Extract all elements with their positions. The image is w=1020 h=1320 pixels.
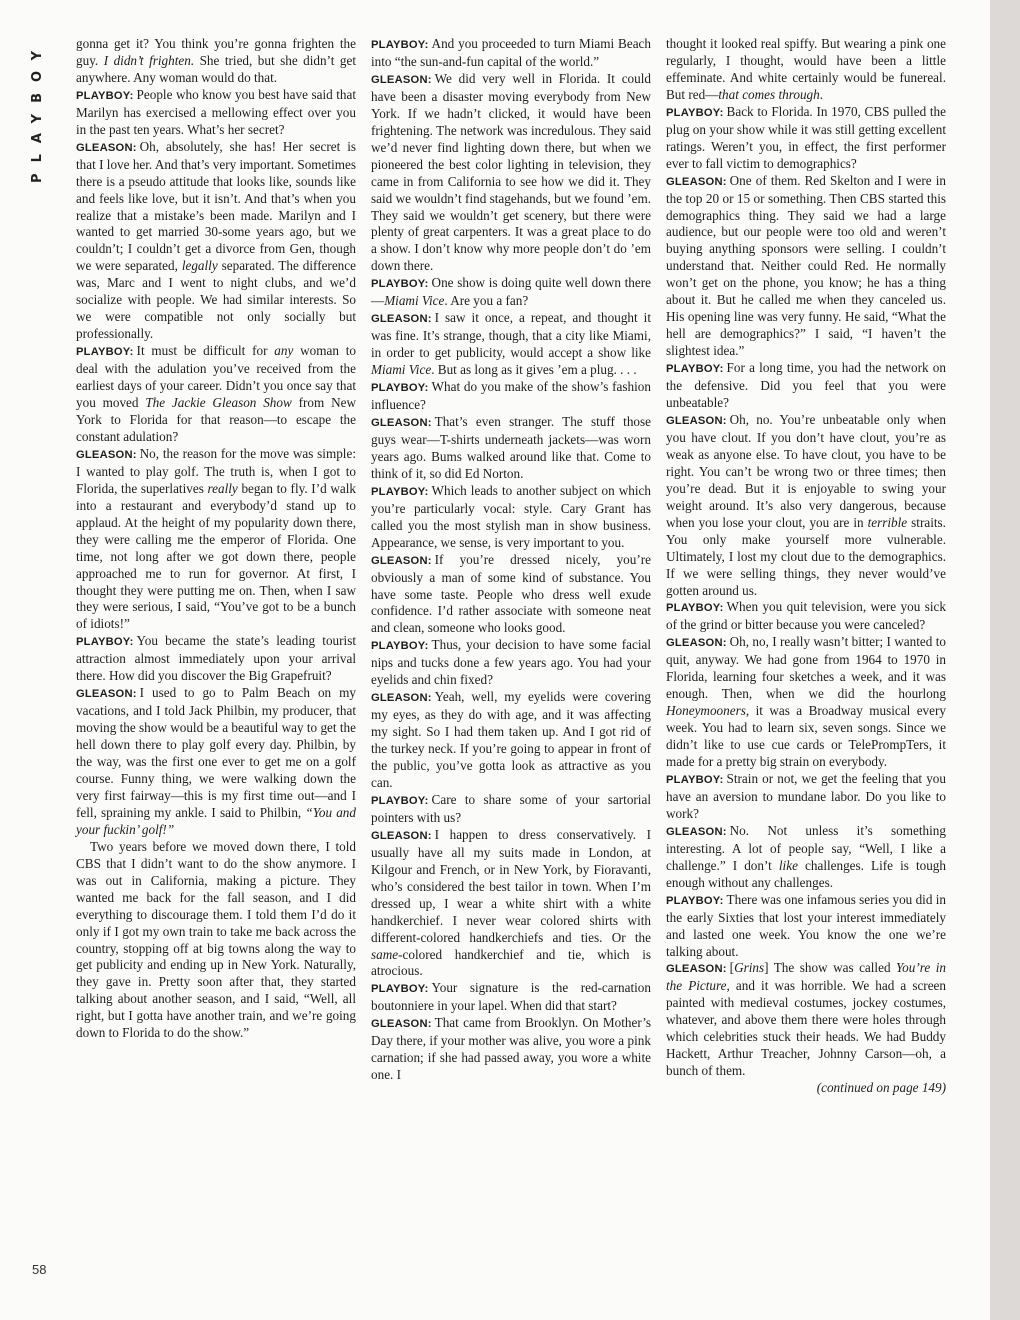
paragraph [76,87,356,139]
paragraph [371,275,651,310]
magazine-running-title: PLAYBOY [30,40,45,183]
speaker-label: GLEASON: [371,313,432,326]
speaker-label: PLAYBOY: [371,382,429,395]
paragraph [666,892,946,961]
paragraph-text: thought it looked real spiffy. But wearing a pink one regularly, I thought, would have been a little effeminate. And white certainly would be funereal. But red—that comes through. [666,36,946,102]
paragraph-text: Yeah, well, my eyelids were covering my eyes, as they do with age, and it was affecting my sight. So I had them taken up. And I got rid of the turkey neck. If you’re going to appear in front of the public, you’ve gotta look as attractive as you can. [371,689,651,790]
speaker-label: GLEASON: [666,963,727,976]
speaker-label: PLAYBOY: [371,640,429,653]
paragraph [371,36,651,71]
paragraph-text: If you’re dressed nicely, you’re obviously a man of some kind of substance. You have some taste. People who dress well exude confidence. I’d rather associate with someone neat and clean, someone who looks good. [371,551,651,636]
paragraph [371,71,651,275]
paragraph [666,104,946,173]
paragraph-text: One show is doing quite well down there—Miami Vice. Are you a fan? [371,275,651,309]
paragraph [371,827,651,981]
paragraph-text: Oh, no. You’re unbeatable only when you have clout. If you don’t have clout, you’re as weak as anyone else. To have clout, you have to be right. You can’t be wrong two or three times; then you’re dead. But it is enjoyable to swing your weight around. It’s also very dangerous, because when you lose your clout, you are in terrible straits. You only make yourself more vulnerable. Ultimately, I lost my clout due to the demographics. If we were selling things, they never would’ve gotten around us. [666,411,946,598]
text-column-3 [666,36,946,1097]
speaker-label: GLEASON: [371,829,432,842]
text-column-2 [371,36,651,1084]
speaker-label: PLAYBOY: [371,278,429,291]
paragraph-text: I happen to dress conservatively. I usually have all my suits made in London, at Kilgour and French, or in New York, by Fioravanti, who’s considered the best tailor in town. When I’m dressed up, I wear a white shirt with a white handkerchief. I never wear colored shirts with different-colored handkerchiefs and ties. Or the same-colored handkerchief and tie, which is atrocious. [371,826,651,979]
paragraph-text: And you proceeded to turn Miami Beach into “the sun-and-fun capital of the world.” [371,36,651,69]
paragraph [371,552,651,638]
paragraph [666,599,946,634]
paragraph-text: That’s even stranger. The stuff those guys wear—T-shirts underneath jackets—was worn years ago. Bums walked around like that. Come to think of it, so did Ed Norton. [371,413,651,481]
speaker-label: PLAYBOY: [76,346,134,359]
paragraph [76,36,356,87]
paragraph-text: We did very well in Florida. It could have been a disaster moving everybody from New York. If we hadn’t clicked, it would have been frightening. The network was incredulous. They said we’d never find lighting down there, but when we pioneered the best color lighting in television, they came in from California to see how we did it. They said we wouldn’t find stagehands, but we found ’em. They said we wouldn’t get scenery, but there were plenty of great carpenters. It was a great place to do a show. I don’t know why more people don’t do ’em down there. [371,70,651,274]
paragraph-text: That came from Brooklyn. On Mother’s Day there, if your mother was alive, you wore a pink carnation; if she had passed away, you wore a white one. I [371,1015,651,1083]
paragraph-text: Care to share some of your sartorial pointers with us? [371,791,651,825]
speaker-label: PLAYBOY: [371,983,429,996]
speaker-label: GLEASON: [371,416,432,429]
paragraph [371,980,651,1015]
paragraph-text: No. Not unless it’s something interesting. A lot of people say, “Well, I like a challenge.” I don’t like challenges. Life is tough enough without any challenges. [666,822,946,890]
paragraph-text: People who know you best have said that Marilyn has exercised a mellowing effect over you in the past ten years. What’s her secret? [76,86,356,137]
paragraph [76,685,356,839]
speaker-label: GLEASON: [666,175,727,188]
paragraph-text: One of them. Red Skelton and I were in the top 20 or 15 or something. Then CBS started this demographics thing. They said we had a large audience, but our people were too old and weren’t buying anything sponsors were selling. I couldn’t understand that. Neither could Red. He normally won’t get on the phone, you know; he has a thing about it. But he called me when they canceled us. His opening line was very funny. He said, “What the hell are demographics?” I said, “I haven’t the slightest idea.” [666,172,946,359]
paragraph-text: For a long time, you had the network on the defensive. Did you feel that you were unbeatable? [666,360,946,411]
paragraph [371,379,651,414]
speaker-label: PLAYBOY: [666,894,724,907]
speaker-label: PLAYBOY: [666,602,724,615]
speaker-label: GLEASON: [371,554,432,567]
speaker-label: GLEASON: [371,692,432,705]
paragraph [666,36,946,104]
paragraph-text: [Grins] The show was called You’re in the Picture, and it was horrible. We had a screen painted with medieval costumes, jockey costumes, whatever, and above them there were holes through which celebrities stuck their heads. We had Buddy Hackett, Arthur Treacher, Johnny Carson—oh, a bunch of them. [666,960,947,1079]
paragraph-text: gonna get it? You think you’re gonna frighten the guy. I didn’t frighten. She tried, but she didn’t get anywhere. Any woman would do that. [76,36,356,85]
paragraph-text: What do you make of the show’s fashion influence? [371,379,651,413]
paragraph [76,446,356,633]
speaker-label: GLEASON: [76,688,137,701]
paragraph [371,792,651,827]
speaker-label: GLEASON: [76,141,137,154]
speaker-label: PLAYBOY: [76,636,134,649]
paragraph [371,689,651,792]
speaker-label: PLAYBOY: [666,773,724,786]
paragraph-text: Thus, your decision to have some facial nips and tucks done a few years ago. You had your eyelids and chin fixed? [371,637,651,688]
paragraph [371,310,651,379]
paragraph-text: Back to Florida. In 1970, CBS pulled the plug on your show while it was still getting excellent ratings. Weren’t you, in effect, the first performer ever to fall victim to demographics? [666,103,946,171]
paragraph [371,483,651,552]
paragraph [371,637,651,689]
paragraph [666,412,946,599]
speaker-label: PLAYBOY: [371,485,429,498]
speaker-label: PLAYBOY: [76,89,134,102]
paragraph [371,1015,651,1084]
paragraph-text: You became the state’s leading tourist attraction almost immediately upon your arrival there. How did you discover the Big Grapefruit? [76,633,356,684]
speaker-label: PLAYBOY: [666,106,724,119]
paragraph-text: There was one infamous series you did in the early Sixties that lost your interest immediately and lasted one week. You know the one we’re talking about. [666,891,946,959]
paragraph-text: Strain or not, we get the feeling that you have an aversion to mundane labor. Do you like to work? [666,770,946,821]
paragraph [371,414,651,483]
paragraph [666,173,946,360]
paragraph [76,343,356,446]
paragraph-text: Your signature is the red-carnation boutonniere in your lapel. When did that start? [371,980,651,1014]
paragraph [76,839,356,1042]
page-number: 58 [32,1262,47,1277]
paragraph-text: It must be difficult for any woman to deal with the adulation you’ve received from the earliest days of your career. Didn’t you once say that you moved The Jackie Gleason Show from New York to Florida for that reason—to escape the constant adulation? [76,343,356,444]
speaker-label: GLEASON: [666,414,727,427]
paragraph-text: I saw it once, a repeat, and thought it was fine. It’s strange, though, that a city like Miami, in order to get publicity, would accept a show like Miami Vice. But as long as it gives ’em a plug. . . . [371,310,651,378]
paragraph-text: When you quit television, were you sick of the grind or bitter because you were canceled? [666,599,946,633]
paragraph-text: I used to go to Palm Beach on my vacations, and I told Jack Philbin, my producer, that moving the show would be a beautiful way to get the hell down there to play golf every day. Philbin, by the way, was the first one ever to get me on a golf course. Funny thing, we were walking down the very first fairway—this is my first time out—and I fell, spraining my ankle. I said to Philbin, “You and your fuckin’ golf!” [76,685,356,837]
paragraph-text: No, the reason for the move was simple: I wanted to play golf. The truth is, when I got to Florida, the superlatives really began to fly. I’d walk into a restaurant and everybody’d stand up to applaud. At the height of my popularity down there, they were calling me the emperor of Florida. One time, not long after we got down there, people approached me to run for governor. At first, I thought they were putting me on. Then, when I saw they were serious, I said, “You’ve got to be a bunch of idiots!” [76,445,356,632]
speaker-label: GLEASON: [371,1018,432,1031]
continued-note [666,1080,946,1097]
speaker-label: PLAYBOY: [371,39,429,51]
speaker-label: GLEASON: [76,448,137,461]
speaker-label: PLAYBOY: [666,363,724,376]
paragraph [666,960,946,1080]
paragraph-text: Oh, absolutely, she has! Her secret is that I love her. And that’s very important. Sometimes there is a pseudo attitude that looks like, sounds like and feels like love, but it isn’t. And that’s when you realize that a mistake’s been made. Marilyn and I wanted to get married 30-some years ago, but we couldn’t; I couldn’t get a divorce from Gen, though we were separated, legally separated. The difference was, Marc and I went to night clubs, and we’d socialize with people. We had similar interests. So we were compatible not only socially but professionally. [76,138,356,342]
paragraph-text: (continued on page 149) [816,1080,946,1096]
speaker-label: GLEASON: [371,73,432,86]
speaker-label: PLAYBOY: [371,794,429,807]
speaker-label: GLEASON: [666,637,727,650]
paragraph-text: Oh, no, I really wasn’t bitter; I wanted to quit, anyway. We had gone from 1964 to 1970 in Florida, learning four sketches a week, and it was enough. Then, when we did the hourlong Honeymooners, it was a Broadway musical every week. You had to learn six, seven songs. Since we didn’t like to use cue cards or TelePrompTers, it made for a pretty big strain on everybody. [666,634,946,770]
paragraph [76,633,356,685]
paragraph [666,823,946,892]
paragraph [76,139,356,343]
text-column-1 [76,36,356,1042]
paragraph [666,634,946,771]
paragraph [666,360,946,412]
paragraph-text: Which leads to another subject on which you’re particularly vocal: style. Cary Grant has called you the most stylish man in show business. Appearance, we sense, is very important to you. [371,482,651,550]
speaker-label: GLEASON: [666,825,727,838]
paragraph-text: Two years before we moved down there, I told CBS that I didn’t want to do the show anymore. I was out in California, making a picture. They wanted me back for the fall season, and I did everything to discourage them. I told them I’d do it only if I got my own train to take me back across the country, stopping off at big towns along the way to get publicity and ending up in New York. Naturally, they gave in. Pretty soon after that, they started talking about another season, and I said, “Well, all right, but I gotta have another train, and we’re going down to Florida to do the show.” [76,838,356,1041]
paragraph [666,771,946,823]
